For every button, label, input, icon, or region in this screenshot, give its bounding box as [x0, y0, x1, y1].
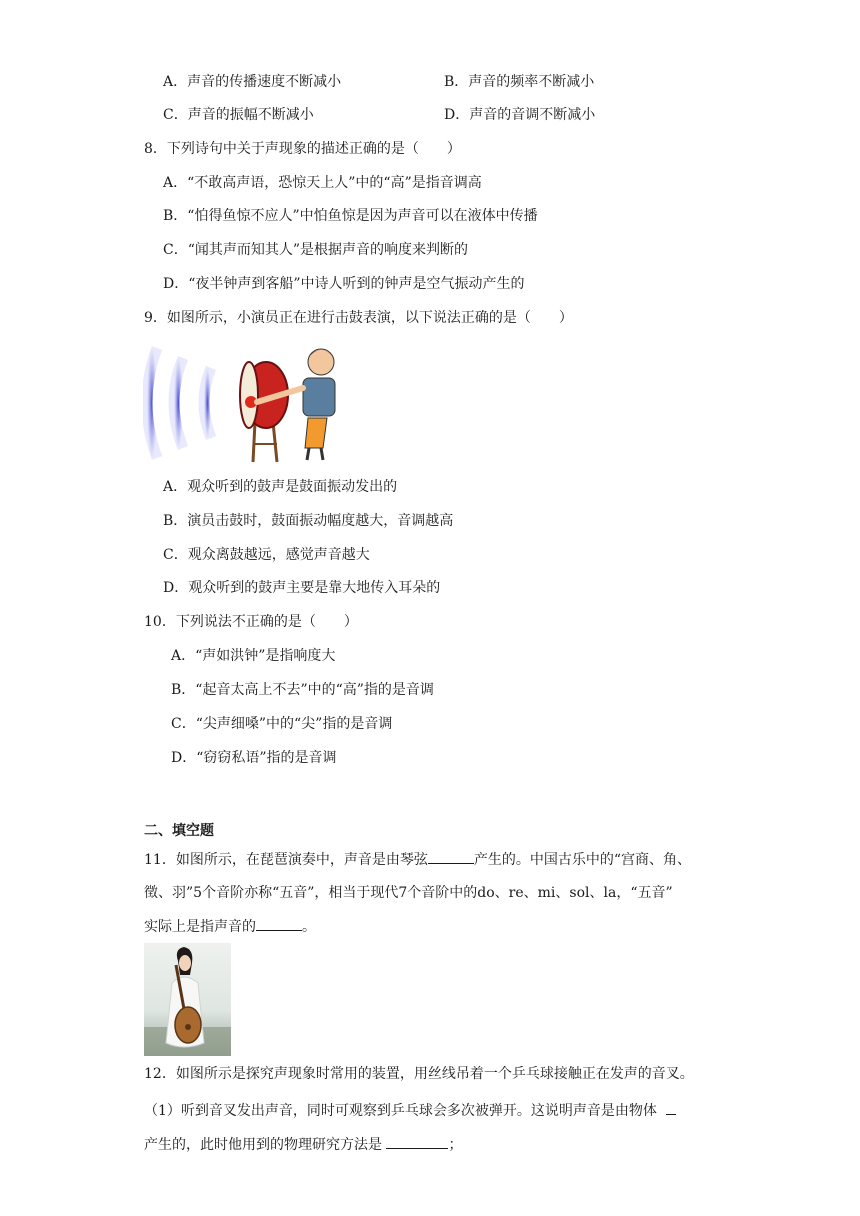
q11-line-3-text-a: 实际上是指声音的 [144, 919, 256, 935]
q12-blank-2 [386, 1134, 448, 1149]
q12-sub1-line-2 [144, 1134, 462, 1155]
q12-sub1-line-2-text-b: ； [448, 1137, 463, 1153]
section-heading: 二、填空题 [144, 823, 214, 839]
q8-option-d: D．“夜半钟声到客船”中诗人听到的钟声是空气振动产生的 [163, 276, 525, 292]
q10-option-d: D．“窃窃私语”指的是音调 [171, 750, 337, 766]
q7-option-b: B．声音的频率不断减小 [444, 74, 595, 90]
q12-stem: 12．如图所示是探究声现象时常用的装置，用丝线吊着一个乒乓球接触正在发声的音叉。 [144, 1066, 694, 1082]
q8-option-c: C．“闻其声而知其人”是根据声音的响度来判断的 [163, 242, 469, 258]
drum-performance-figure [143, 340, 343, 464]
q7-option-c: C．声音的振幅不断减小 [163, 107, 314, 123]
q11-line-1-text-b: 产生的。中国古乐中的“宫商、角、 [473, 852, 691, 868]
q11-line-1-text-a: 11．如图所示，在琵琶演奏中，声音是由琴弦 [144, 852, 428, 868]
q11-blank-2 [256, 916, 302, 931]
q9-option-b: B．演员击鼓时，鼓面振动幅度越大，音调越高 [163, 513, 454, 529]
q11-line-3 [144, 916, 316, 937]
drum-icon [240, 362, 288, 462]
q7-option-d: D．声音的音调不断减小 [444, 107, 596, 123]
q11-blank-1 [428, 849, 474, 864]
q10-option-c: C．“尖声细嗓”中的“尖”指的是音调 [171, 716, 393, 732]
q10-option-b: B．“起音太高上不去”中的“高”指的是音调 [171, 682, 434, 698]
q9-stem: 9．如图所示，小演员正在进行击鼓表演，以下说法正确的是（ ） [144, 310, 573, 326]
q8-stem: 8．下列诗句中关于声现象的描述正确的是（ ） [144, 141, 461, 157]
q11-line-2: 徵、羽”5个音阶亦称“五音”，相当于现代7个音阶中的do、re、mi、sol、la，“五音” [144, 885, 673, 901]
q12-blank-1 [666, 1100, 676, 1115]
q10-stem: 10．下列说法不正确的是（ ） [144, 614, 358, 630]
q11-line-3-text-b: 。 [302, 919, 316, 935]
q11-line-1 [144, 849, 691, 870]
q8-option-b: B．“怕得鱼惊不应人”中怕鱼惊是因为声音可以在液体中传播 [163, 208, 538, 224]
q12-sub1-line-2-text-a: 产生的，此时他用到的物理研究方法是 [144, 1137, 382, 1153]
q12-sub1-line-1 [144, 1100, 676, 1121]
q9-option-d: D．观众听到的鼓声主要是靠大地传入耳朵的 [163, 580, 441, 596]
sound-wave-arcs [147, 348, 211, 458]
q7-option-a: A．声音的传播速度不断减小 [163, 74, 342, 90]
pipa-player-photo [144, 943, 231, 1056]
q10-option-a: A．“声如洪钟”是指响度大 [171, 648, 336, 664]
q8-option-a: A．“不敢高声语，恐惊天上人”中的“高”是指音调高 [163, 175, 482, 191]
q12-sub1-line-1-text: （1）听到音叉发出声音，同时可观察到乒乓球会多次被弹开。这说明声音是由物体 [144, 1103, 657, 1119]
q9-option-c: C．观众离鼓越远，感觉声音越大 [163, 547, 370, 563]
q9-option-a: A．观众听到的鼓声是鼓面振动发出的 [163, 479, 398, 495]
